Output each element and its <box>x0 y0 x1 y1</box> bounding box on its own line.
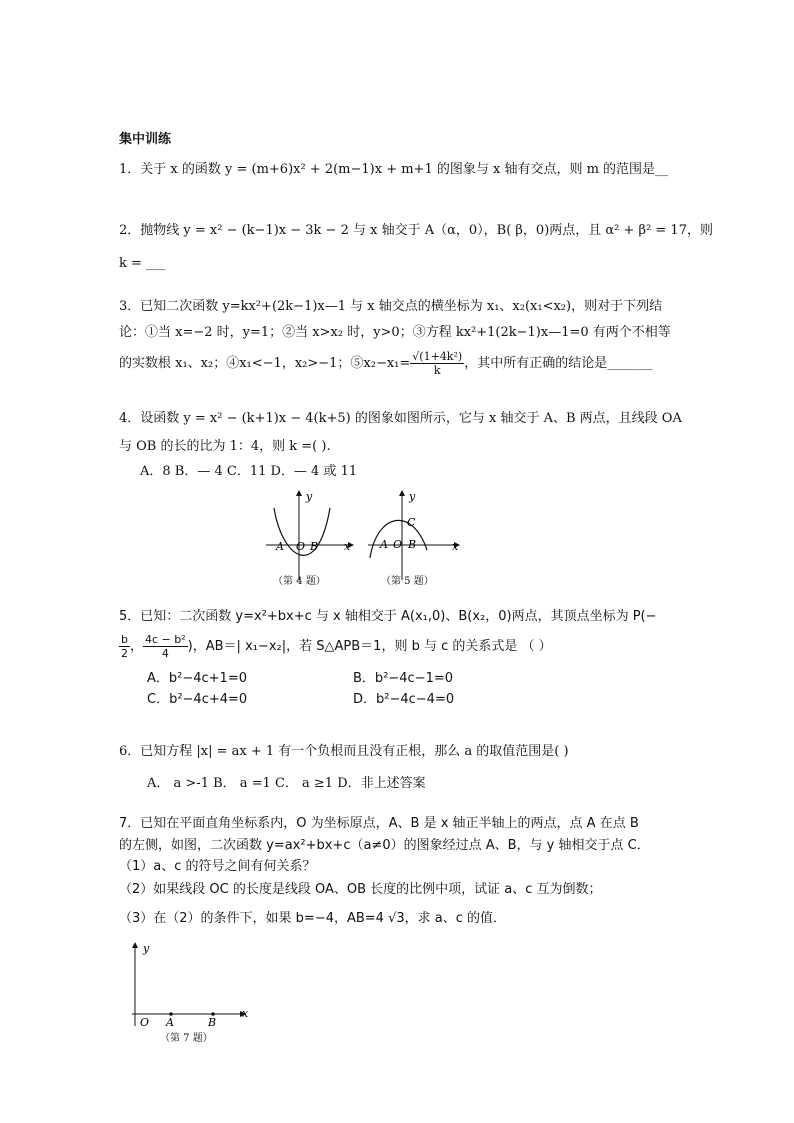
point-label-b: B <box>408 538 417 551</box>
question-5-option-d: D．b²−4c−4=0 <box>353 692 455 707</box>
point-label-o: O <box>296 540 306 553</box>
point-label-a: A <box>166 1016 174 1028</box>
point-label-o: O <box>140 1016 150 1028</box>
figure-5 <box>368 490 460 580</box>
question-4-line-1: 4．设函数 y = x² − (k+1)x − 4(k+5) 的图象如图所示，它与 x 轴交于 A、B 两点，且线段 OA <box>119 411 682 426</box>
arrow-icon <box>399 490 405 496</box>
fraction-vertex-y: $\frac{\text{4c − b²}}{4}$ <box>145 633 186 660</box>
arrow-icon <box>296 490 302 496</box>
question-4-line-2: 与 OB 的长的比为 1：4，则 k =( ). <box>119 439 331 454</box>
point-label-c: C <box>407 516 416 529</box>
point-label-b: B <box>208 1016 217 1028</box>
axis-label-y: y <box>143 942 150 955</box>
fig4-caption: （第 4 题） <box>273 576 326 587</box>
question-2-line-2: k = ___ <box>119 256 166 271</box>
question-7-line-2: 的左侧，如图，二次函数 y=ax²+bx+c（a≠0）的图象经过点 A、B，与 y 轴相交于点 C． <box>119 838 650 853</box>
question-7-sub-3: （3）在（2）的条件下，如果 b=−4，AB=4 √3，求 a、c 的值． <box>119 911 507 926</box>
point-label-a: A <box>276 540 284 553</box>
question-5-line-2: $\frac{b}{2}$ ， $\frac{\text{4c − b²}}{4}$ )，AB＝| x₁−x₂|，若 S△APB＝1，则 b 与 c 的关系式是 （ ） <box>121 633 552 660</box>
section-title: 集中训练 <box>119 132 172 147</box>
fraction-b-over-2: $\frac{b}{2}$ <box>121 633 128 660</box>
question-7-sub-1: （1）a、c 的符号之间有何关系？ <box>119 859 316 874</box>
question-5-option-a: A．b²−4c+1=0 <box>147 671 247 686</box>
question-5-line-1: 5．已知：二次函数 y=x²+bx+c 与 x 轴相交于 A(x₁,0)、B(x₂，0)两点，其顶点坐标为 P(− <box>119 609 657 624</box>
axis-label-y: y <box>409 490 416 503</box>
question-5-option-c: C．b²−4c+4=0 <box>147 692 248 707</box>
axis-label-x: x <box>242 1007 249 1020</box>
fig5-caption: （第 5 题） <box>381 576 434 587</box>
question-6: 6．已知方程 |x| = ax + 1 有一个负根而且没有正根，那么 a 的取值范围是( ) <box>119 744 569 759</box>
axis-label-x: x <box>344 540 351 553</box>
question-3-line-1: 3．已知二次函数 y=kx²+(2k−1)x—1 与 x 轴交点的横坐标为 x₁、x₂(x₁<x₂)，则对于下列结 <box>119 299 663 314</box>
question-7-line-1: 7．已知在平面直角坐标系内，O 为坐标原点，A、B 是 x 轴正半轴上的两点，点 A 在点 B <box>119 816 639 831</box>
question-5-option-b: B．b²−4c−1=0 <box>353 671 454 686</box>
question-2-line-1: 2．抛物线 y = x² − (k−1)x − 3k − 2 与 x 轴交于 A（α，0），B( β，0)两点，且 α² + β² = 17，则 <box>119 223 713 238</box>
arrow-icon <box>132 942 138 948</box>
question-4-options: A．8 B．— 4 C．11 D．— 4 或 11 <box>140 464 358 479</box>
axis-label-x: x <box>452 540 459 553</box>
question-3-line-3 <box>119 349 653 379</box>
fig7-caption: （第 7 题） <box>160 1033 213 1044</box>
question-3-line-3-post: ，其中所有正确的结论是_______ <box>464 356 653 371</box>
question-6-options: A． a >-1 B． a =1 C． a ≥1 D．非上述答案 <box>147 776 426 791</box>
question-1: 1．关于 x 的函数 y = (m+6)x² + 2(m−1)x + m+1 的图象与 x 轴有交点，则 m 的范围是__ <box>119 162 669 177</box>
question-5-line-2-post: )，AB＝| x₁−x₂|，若 S△APB＝1，则 b 与 c 的关系式是 （ ） <box>187 639 552 654</box>
question-3-line-2: 论：①当 x=−2 时，y=1；②当 x>x₂ 时，y>0；③方程 kx²+1(2k−1)x—1=0 有两个不相等 <box>119 325 671 340</box>
point-label-b: B <box>310 540 319 553</box>
axis-label-y: y <box>306 490 313 503</box>
figure-7 <box>124 938 254 1028</box>
point-label-a: A <box>380 538 388 551</box>
point-label-o: O <box>393 538 403 551</box>
fraction-sqrt: $\frac{\text{√(1+4k²)}}{k}$ <box>412 350 463 377</box>
figure-4 <box>266 490 354 580</box>
question-7-sub-2: （2）如果线段 OC 的长度是线段 OA、OB 长度的比例中项，试证 a、c 互为倒数； <box>119 882 602 897</box>
question-3-line-3-pre: 的实数根 x₁、x₂；④x₁<−1，x₂>−1；⑤x₂−x₁= <box>119 356 411 371</box>
